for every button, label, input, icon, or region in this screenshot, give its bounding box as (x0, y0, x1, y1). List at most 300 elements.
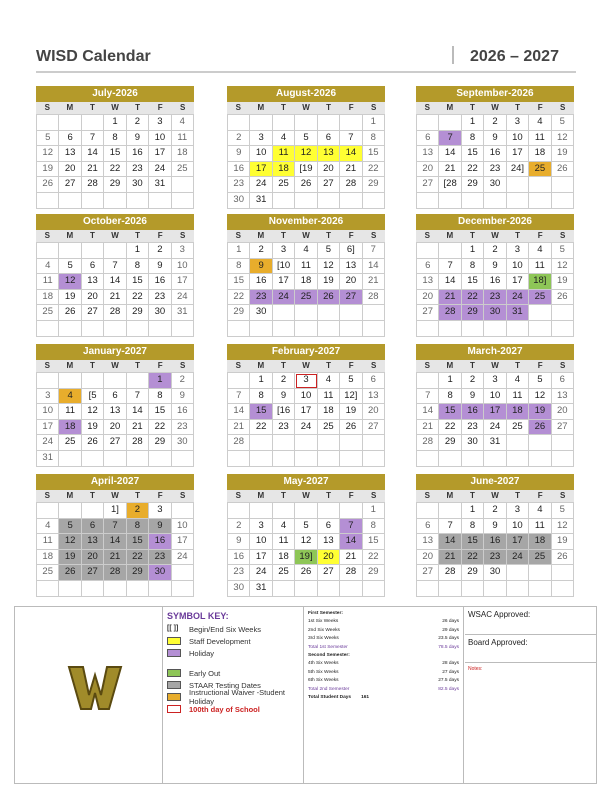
day-cell (484, 321, 506, 337)
day-cell: 24 (507, 550, 529, 566)
month-header: November-2026 (227, 214, 385, 230)
day-cell: 24 (250, 565, 272, 581)
day-cell (37, 321, 59, 337)
day-grid (36, 502, 194, 597)
month-header: July-2026 (36, 86, 194, 102)
day-cell: 22 (127, 550, 149, 566)
day-cell (529, 177, 551, 193)
day-cell (340, 503, 362, 519)
day-cell (59, 243, 81, 259)
day-cell (417, 193, 439, 209)
day-cell: 12 (552, 519, 574, 535)
day-cell: 21 (340, 162, 362, 178)
day-cell: 11 (529, 519, 551, 535)
day-cell: 9 (172, 389, 194, 405)
day-cell: 15 (462, 274, 484, 290)
day-cell (529, 435, 551, 451)
day-cell: 4 (507, 373, 529, 389)
total-value: 78.5 days (438, 644, 459, 650)
day-cell (82, 243, 104, 259)
weekday-label: F (537, 103, 543, 112)
day-cell (340, 451, 362, 467)
six-weeks-days: 28 days (442, 661, 459, 667)
day-cell: 27 (363, 420, 385, 436)
day-cell: 9 (484, 259, 506, 275)
weekday-label: S (424, 231, 430, 240)
day-cell: 11 (529, 131, 551, 147)
six-weeks-label: 5th Six Weeks (308, 669, 339, 675)
day-cell: 7 (127, 389, 149, 405)
first-semester-heading: First Semester: (308, 611, 343, 616)
day-cell: 18 (273, 162, 295, 178)
legend-panel (14, 606, 597, 784)
day-cell (104, 581, 126, 597)
day-cell: 23 (149, 290, 171, 306)
weekday-label: M (257, 361, 265, 370)
legend-item (163, 667, 302, 679)
day-cell: 5 (340, 373, 362, 389)
day-cell: 31 (250, 581, 272, 597)
day-cell: 3 (172, 243, 194, 259)
weekday-header (36, 360, 194, 372)
day-cell (295, 321, 317, 337)
day-cell: 13 (318, 146, 340, 162)
weekday-label: T (469, 361, 475, 370)
day-cell: 18 (318, 404, 340, 420)
day-cell: 16 (484, 146, 506, 162)
legend-label: 100th day of School (189, 704, 260, 714)
day-cell (439, 321, 461, 337)
day-cell: 14 (340, 146, 362, 162)
day-cell (417, 581, 439, 597)
weekday-label: T (135, 491, 140, 500)
day-cell (82, 503, 104, 519)
school-year: 2026 – 2027 (470, 48, 559, 65)
day-cell: 1 (439, 373, 461, 389)
weekday-label: W (111, 231, 119, 240)
day-cell: 11 (295, 259, 317, 275)
day-cell: 12 (318, 259, 340, 275)
day-cell: 19 (37, 162, 59, 178)
day-cell: 2 (172, 373, 194, 389)
weekday-header (227, 102, 385, 114)
day-cell: 27 (417, 305, 439, 321)
day-cell: 20 (318, 550, 340, 566)
weekday-label: M (66, 491, 74, 500)
day-grid (227, 242, 385, 337)
day-cell: 19 (59, 550, 81, 566)
day-cell: 31 (484, 435, 506, 451)
day-cell: 25 (529, 550, 551, 566)
day-cell: 26 (552, 550, 574, 566)
day-cell: 16 (149, 534, 171, 550)
month-calendar (36, 214, 194, 337)
day-cell (507, 321, 529, 337)
day-cell: 29 (462, 305, 484, 321)
day-cell: 27 (82, 305, 104, 321)
weekday-label: M (66, 231, 74, 240)
day-cell: 27 (340, 290, 362, 306)
day-cell: 26 (82, 435, 104, 451)
day-cell: 12 (37, 146, 59, 162)
day-cell: 3 (273, 243, 295, 259)
weekday-label: T (326, 491, 331, 500)
weekday-header (416, 102, 574, 114)
weekday-label: S (424, 103, 430, 112)
day-cell: 7 (340, 131, 362, 147)
day-cell: 16 (149, 274, 171, 290)
day-cell: 28 (439, 305, 461, 321)
day-cell: 28 (340, 177, 362, 193)
day-cell (340, 115, 362, 131)
weekday-label: W (111, 361, 119, 370)
day-cell: 3 (250, 519, 272, 535)
day-cell (552, 305, 574, 321)
day-cell: 27 (59, 177, 81, 193)
day-cell (507, 177, 529, 193)
day-cell: 18 (37, 290, 59, 306)
day-cell (149, 451, 171, 467)
day-cell: 3 (507, 243, 529, 259)
day-cell: 24] (507, 162, 529, 178)
weekday-label: S (44, 103, 50, 112)
day-cell: 5 (37, 131, 59, 147)
weekday-label: T (469, 103, 475, 112)
weekday-label: T (326, 231, 331, 240)
weekday-label: F (157, 491, 163, 500)
day-cell (82, 321, 104, 337)
weekday-label: S (371, 491, 377, 500)
day-cell (127, 373, 149, 389)
day-cell: 10 (37, 404, 59, 420)
day-cell: 20 (318, 162, 340, 178)
day-cell: 5 (59, 519, 81, 535)
day-cell: 25 (529, 290, 551, 306)
day-cell: 14 (104, 274, 126, 290)
day-cell: 24 (172, 290, 194, 306)
day-cell: 11 (37, 534, 59, 550)
month-header: April-2027 (36, 474, 194, 490)
day-cell: 8 (250, 389, 272, 405)
day-cell (318, 305, 340, 321)
day-cell (417, 451, 439, 467)
day-cell: 24 (172, 550, 194, 566)
day-cell: 23 (484, 550, 506, 566)
day-cell: 2 (484, 243, 506, 259)
month-header: January-2027 (36, 344, 194, 360)
weekday-label: T (89, 361, 95, 370)
day-cell (228, 503, 250, 519)
day-cell: 11 (273, 146, 295, 162)
day-cell (82, 581, 104, 597)
day-cell: 12 (295, 146, 317, 162)
day-cell (59, 115, 81, 131)
day-cell (417, 115, 439, 131)
day-cell: 22 (228, 290, 250, 306)
day-cell: 13 (318, 534, 340, 550)
day-grid (36, 372, 194, 467)
six-weeks-row (308, 618, 459, 626)
weekday-label: S (371, 103, 377, 112)
weekday-label: M (446, 491, 454, 500)
day-cell (228, 115, 250, 131)
weekday-label: S (44, 231, 50, 240)
day-cell: 2 (149, 243, 171, 259)
day-cell: 6 (82, 259, 104, 275)
weekday-header (36, 230, 194, 242)
day-cell: 16 (228, 550, 250, 566)
day-cell: 25 (273, 177, 295, 193)
day-cell: 8 (462, 519, 484, 535)
day-cell: 6 (104, 389, 126, 405)
day-cell: 10 (507, 519, 529, 535)
day-cell (59, 321, 81, 337)
day-cell: 3 (507, 503, 529, 519)
symbol-key-title: SYMBOL KEY: (167, 611, 229, 621)
day-cell (228, 451, 250, 467)
day-grid (416, 114, 574, 209)
day-cell: 16 (250, 274, 272, 290)
weekday-label: S (560, 361, 566, 370)
day-cell: 2 (127, 115, 149, 131)
day-cell (417, 503, 439, 519)
day-cell: 9 (228, 146, 250, 162)
total-label: Total 1st Semester (308, 644, 348, 650)
day-cell: 5 (552, 115, 574, 131)
weekday-label: T (326, 361, 331, 370)
day-cell (318, 115, 340, 131)
weekday-label: S (180, 103, 186, 112)
day-cell: 2 (484, 503, 506, 519)
day-grid (227, 114, 385, 209)
day-cell: 11 (273, 534, 295, 550)
day-cell: 4 (295, 243, 317, 259)
day-cell: 16 (484, 534, 506, 550)
day-cell (104, 373, 126, 389)
total-value: 82.5 days (438, 686, 459, 692)
day-cell (37, 581, 59, 597)
day-cell: 23 (273, 420, 295, 436)
day-cell (295, 451, 317, 467)
day-cell (507, 581, 529, 597)
day-cell: 21 (363, 274, 385, 290)
day-cell: 8 (104, 131, 126, 147)
day-cell: 15 (104, 146, 126, 162)
day-cell: 30 (172, 435, 194, 451)
day-cell: 24 (484, 420, 506, 436)
day-cell: 11 (507, 389, 529, 405)
day-cell: 4 (529, 243, 551, 259)
weekday-label: T (135, 361, 140, 370)
day-cell: 6 (417, 131, 439, 147)
month-header: August-2026 (227, 86, 385, 102)
day-cell: 15 (127, 534, 149, 550)
weekday-label: S (424, 361, 430, 370)
six-weeks-row (308, 627, 459, 635)
day-cell: 23 (228, 565, 250, 581)
six-weeks-row (308, 677, 459, 685)
day-cell (318, 435, 340, 451)
day-cell (507, 193, 529, 209)
day-cell: 16 (172, 404, 194, 420)
day-cell: 12 (552, 259, 574, 275)
day-cell: 22 (462, 162, 484, 178)
day-cell (59, 503, 81, 519)
day-cell (104, 321, 126, 337)
weekday-label: W (302, 231, 310, 240)
weekday-label: S (235, 103, 241, 112)
day-cell: 8 (228, 259, 250, 275)
six-weeks-days: 29 days (442, 627, 459, 633)
day-cell: 29 (149, 435, 171, 451)
weekday-label: M (66, 103, 74, 112)
day-cell: 25 (273, 565, 295, 581)
day-cell (552, 193, 574, 209)
day-cell: 4 (172, 115, 194, 131)
day-cell (228, 373, 250, 389)
day-cell: 30 (484, 177, 506, 193)
day-cell (273, 435, 295, 451)
day-grid (227, 372, 385, 467)
day-cell: 26 (295, 177, 317, 193)
day-cell: 23 (250, 290, 272, 306)
day-cell (318, 193, 340, 209)
month-header: December-2026 (416, 214, 574, 230)
day-cell (462, 193, 484, 209)
day-cell (363, 305, 385, 321)
day-cell: 28 (127, 435, 149, 451)
weekday-label: S (180, 491, 186, 500)
day-cell: 5 (552, 503, 574, 519)
second-semester-heading: Second Semester: (308, 653, 350, 659)
six-weeks-label: 1st Six Weeks (308, 619, 339, 625)
day-cell: 19 (59, 290, 81, 306)
day-cell (529, 305, 551, 321)
day-cell: 3 (149, 115, 171, 131)
day-cell: 4 (59, 389, 81, 405)
legend-swatch: [[ ]] (167, 625, 179, 632)
day-cell: 4 (529, 503, 551, 519)
day-cell: 21 (439, 550, 461, 566)
weekday-label: S (560, 491, 566, 500)
day-cell (82, 115, 104, 131)
day-cell: 13 (82, 274, 104, 290)
day-cell: 8 (127, 519, 149, 535)
day-cell: 10 (295, 389, 317, 405)
day-cell: 3 (295, 373, 317, 389)
legend-label: Early Out (189, 668, 221, 678)
month-calendar (36, 344, 194, 467)
weekday-label: S (560, 231, 566, 240)
day-cell: 9 (484, 131, 506, 147)
day-cell: 17 (507, 534, 529, 550)
day-cell (37, 503, 59, 519)
six-weeks-label: 2nd Six Weeks (308, 627, 340, 633)
day-cell: 27 (552, 420, 574, 436)
weekday-label: T (135, 103, 140, 112)
day-cell: 2 (228, 519, 250, 535)
day-cell: 17 (172, 534, 194, 550)
symbol-key (162, 607, 302, 783)
day-cell (529, 565, 551, 581)
day-cell: 12] (340, 389, 362, 405)
day-cell: 28 (104, 565, 126, 581)
day-cell: 7 (363, 243, 385, 259)
month-calendar (36, 474, 194, 597)
day-cell: 7 (104, 259, 126, 275)
day-cell: 9 (484, 519, 506, 535)
day-cell: 13 (417, 274, 439, 290)
day-cell: 31 (172, 305, 194, 321)
day-cell: 29 (104, 177, 126, 193)
day-cell (552, 435, 574, 451)
six-weeks-days: 26 days (442, 619, 459, 625)
day-cell (363, 435, 385, 451)
day-cell: 18 (507, 404, 529, 420)
day-cell (552, 581, 574, 597)
weekday-label: S (44, 361, 50, 370)
day-cell (250, 321, 272, 337)
day-cell: 9 (462, 389, 484, 405)
day-cell: 6] (340, 243, 362, 259)
day-cell (363, 451, 385, 467)
weekday-label: T (515, 103, 520, 112)
day-cell: 17 (507, 146, 529, 162)
day-cell: 30 (149, 305, 171, 321)
weekday-header (416, 490, 574, 502)
day-cell: 10 (172, 259, 194, 275)
day-cell (250, 503, 272, 519)
day-cell: 10 (484, 389, 506, 405)
weekday-label: W (302, 361, 310, 370)
weekday-label: F (157, 361, 163, 370)
board-approved: Board Approved: (465, 635, 596, 663)
day-cell: 20 (552, 404, 574, 420)
day-cell (295, 115, 317, 131)
day-cell (529, 451, 551, 467)
day-cell: 25 (318, 420, 340, 436)
weekday-label: T (280, 361, 286, 370)
day-cell: 23 (149, 550, 171, 566)
day-cell: 1 (363, 115, 385, 131)
day-cell (59, 581, 81, 597)
day-cell: 27 (417, 177, 439, 193)
weekday-label: W (302, 103, 310, 112)
day-cell: 4 (273, 131, 295, 147)
day-cell: 3 (37, 389, 59, 405)
day-cell: 15 (228, 274, 250, 290)
day-cell: 28 (82, 177, 104, 193)
day-cell (439, 451, 461, 467)
day-cell (82, 451, 104, 467)
day-cell: 15 (439, 404, 461, 420)
day-cell: 6 (318, 519, 340, 535)
weekday-label: S (180, 231, 186, 240)
weekday-label: F (348, 361, 354, 370)
day-cell: 1 (462, 115, 484, 131)
day-cell: 20 (59, 162, 81, 178)
day-cell (104, 451, 126, 467)
day-cell: 18 (59, 420, 81, 436)
weekday-header (416, 360, 574, 372)
day-cell: 20 (363, 404, 385, 420)
day-cell (363, 581, 385, 597)
day-cell: 12 (295, 534, 317, 550)
day-cell: 16 (484, 274, 506, 290)
month-calendar (416, 86, 574, 209)
day-cell: 25 (507, 420, 529, 436)
weekday-label: S (235, 361, 241, 370)
